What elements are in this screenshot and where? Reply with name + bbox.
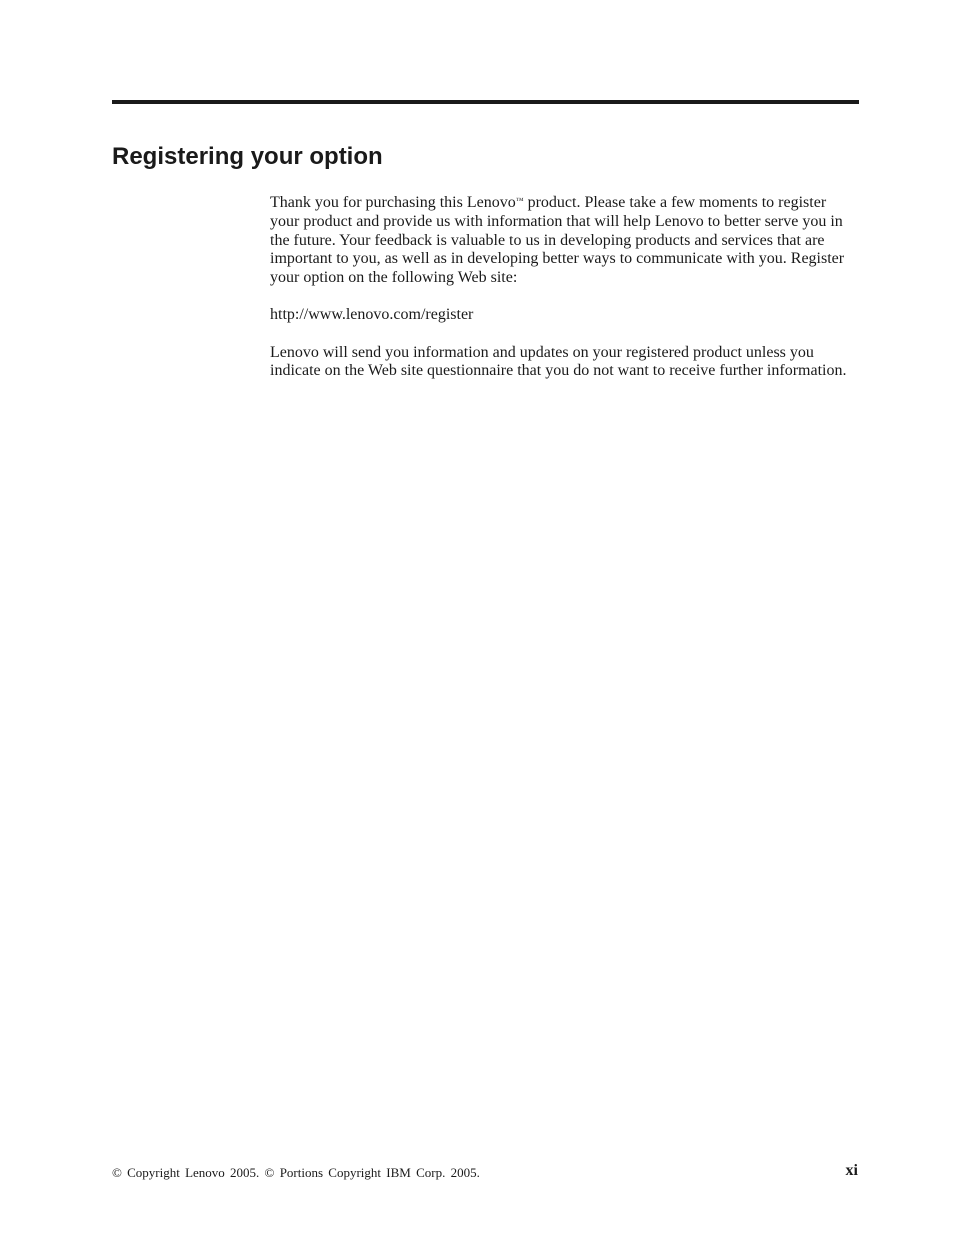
body-content xyxy=(270,194,858,400)
footer-copyright: © Copyright Lenovo 2005. © Portions Copyright IBM Corp. 2005. xyxy=(112,1165,480,1180)
intro-text-end: product. Please take a few moments to register your product and provide us with information that will help Lenovo to better serve you in the future. Your feedback is valuable to us in developing products and services that are important to you, as well as in developing better ways to communicate with you. Register your option on the following Web site: xyxy=(270,194,845,287)
page-number: xi xyxy=(845,1162,858,1179)
page-title: Registering your option xyxy=(112,143,383,170)
updates-paragraph: Lenovo will send you information and updates on your registered product unless you indicate on the Web site questionnaire that you do not want to receive further information. xyxy=(270,343,847,380)
intro-text-start: Thank you for purchasing this Lenovo xyxy=(270,194,516,211)
intro-paragraph xyxy=(270,194,858,288)
register-url: http://www.lenovo.com/register xyxy=(270,306,474,324)
top-rule xyxy=(112,100,859,104)
trademark-symbol: ™ xyxy=(515,196,524,205)
